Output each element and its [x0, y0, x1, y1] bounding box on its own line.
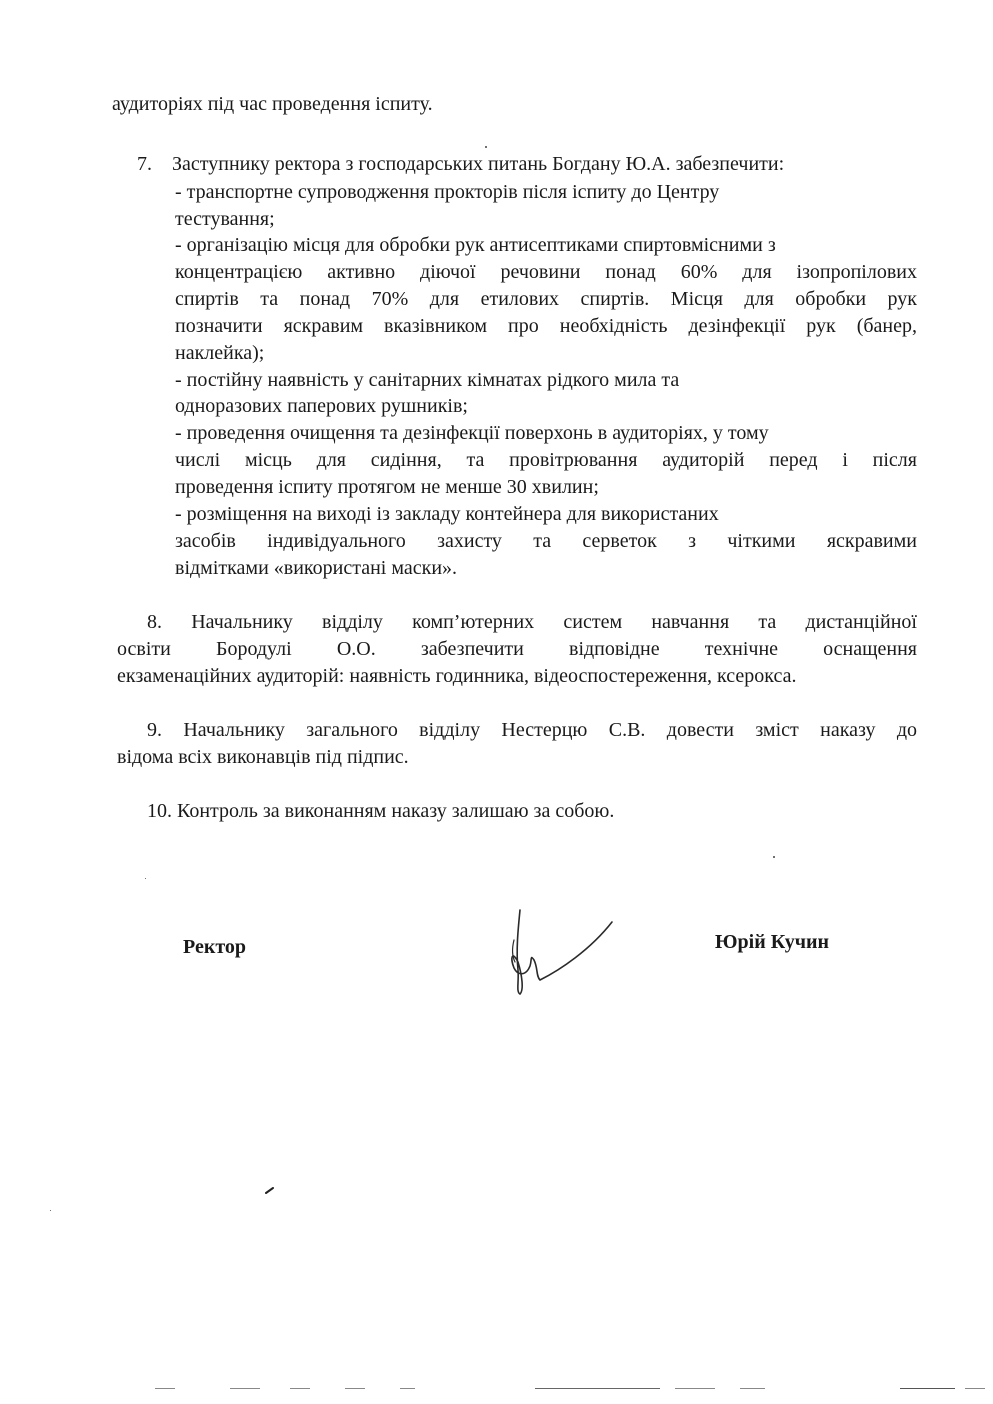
item-7-bullet-2-line-5: наклейка);	[175, 342, 265, 364]
handwritten-signature	[500, 900, 630, 1000]
scan-artifact	[290, 1388, 310, 1389]
signatory-name: Юрій Кучин	[715, 931, 830, 953]
item-7-bullet-1-line-2: тестування;	[175, 208, 275, 230]
item-7-bullet-3-line-2: одноразових паперових рушників;	[175, 395, 468, 417]
item-7-bullet-2-line-2: концентрацією активно діючої речовини понад 60% для ізопропілових	[175, 261, 917, 283]
scan-artifact	[345, 1388, 365, 1389]
item-7-bullet-2-line-1: - організацію місця для обробки рук антисептиками спиртовмісними з	[175, 234, 776, 256]
item-7-lead: Заступнику ректора з господарських питань Богдану Ю.А. забезпечити:	[172, 153, 785, 175]
scan-artifact	[400, 1388, 415, 1389]
item-7-number: 7.	[137, 153, 152, 175]
scan-artifact	[675, 1388, 715, 1389]
scan-speck	[50, 1210, 51, 1211]
item-8-line-3: екзаменаційних аудиторій: наявність годинника, відеоспостереження, ксерокса.	[117, 665, 797, 687]
item-8-line-2: освіти Бородулі О.О. забезпечити відповідне технічне оснащення	[117, 638, 917, 660]
item-7-bullet-5-line-3: відмітками «використані маски».	[175, 557, 458, 579]
scan-speck	[145, 878, 146, 879]
item-7-bullet-5-line-2: засобів індивідуального захисту та серветок з чіткими яскравими	[175, 530, 917, 552]
item-7-bullet-4-line-2: числі місць для сидіння, та провітрювання аудиторій перед і після	[175, 449, 917, 471]
item-9-line-1: 9. Начальнику загального відділу Нестерцю С.В. довести зміст наказу до	[147, 719, 917, 741]
scan-speck	[773, 856, 775, 858]
scan-artifact	[900, 1388, 955, 1389]
scan-artifact	[230, 1388, 260, 1389]
item-7-bullet-2-line-3: спиртів та понад 70% для етилових спиртів. Місця для обробки рук	[175, 288, 917, 310]
scan-artifact	[740, 1388, 765, 1389]
scan-artifact	[965, 1388, 985, 1389]
scan-artifact	[155, 1388, 175, 1389]
item-7-bullet-5-line-1: - розміщення на виході із закладу контейнера для використаних	[175, 503, 719, 525]
item-9-line-2: відома всіх виконавців під підпис.	[117, 746, 409, 768]
signatory-title: Ректор	[183, 936, 247, 958]
scan-mark	[265, 1186, 275, 1194]
item-7-bullet-4-line-1: - проведення очищення та дезінфекції поверхонь в аудиторіях, у тому	[175, 422, 769, 444]
item-7-bullet-3-line-1: - постійну наявність у санітарних кімнатах рідкого мила та	[175, 369, 680, 391]
item-7-bullet-4-line-3: проведення іспиту протягом не менше 30 хвилин;	[175, 476, 599, 498]
item-8-line-1: 8. Начальнику відділу комп’ютерних систем навчання та дистанційної	[147, 611, 917, 633]
item-7-bullet-1-line-1: - транспортне супроводження прокторів після іспиту до Центру	[175, 181, 720, 203]
item-7-bullet-2-line-4: позначити яскравим вказівником про необхідність дезінфекції рук (банер,	[175, 315, 917, 337]
continuation-text: аудиторіях під час проведення іспиту.	[112, 93, 433, 115]
item-10: 10. Контроль за виконанням наказу залишаю за собою.	[147, 800, 615, 822]
scan-speck	[485, 146, 487, 148]
scan-artifact	[535, 1388, 660, 1389]
